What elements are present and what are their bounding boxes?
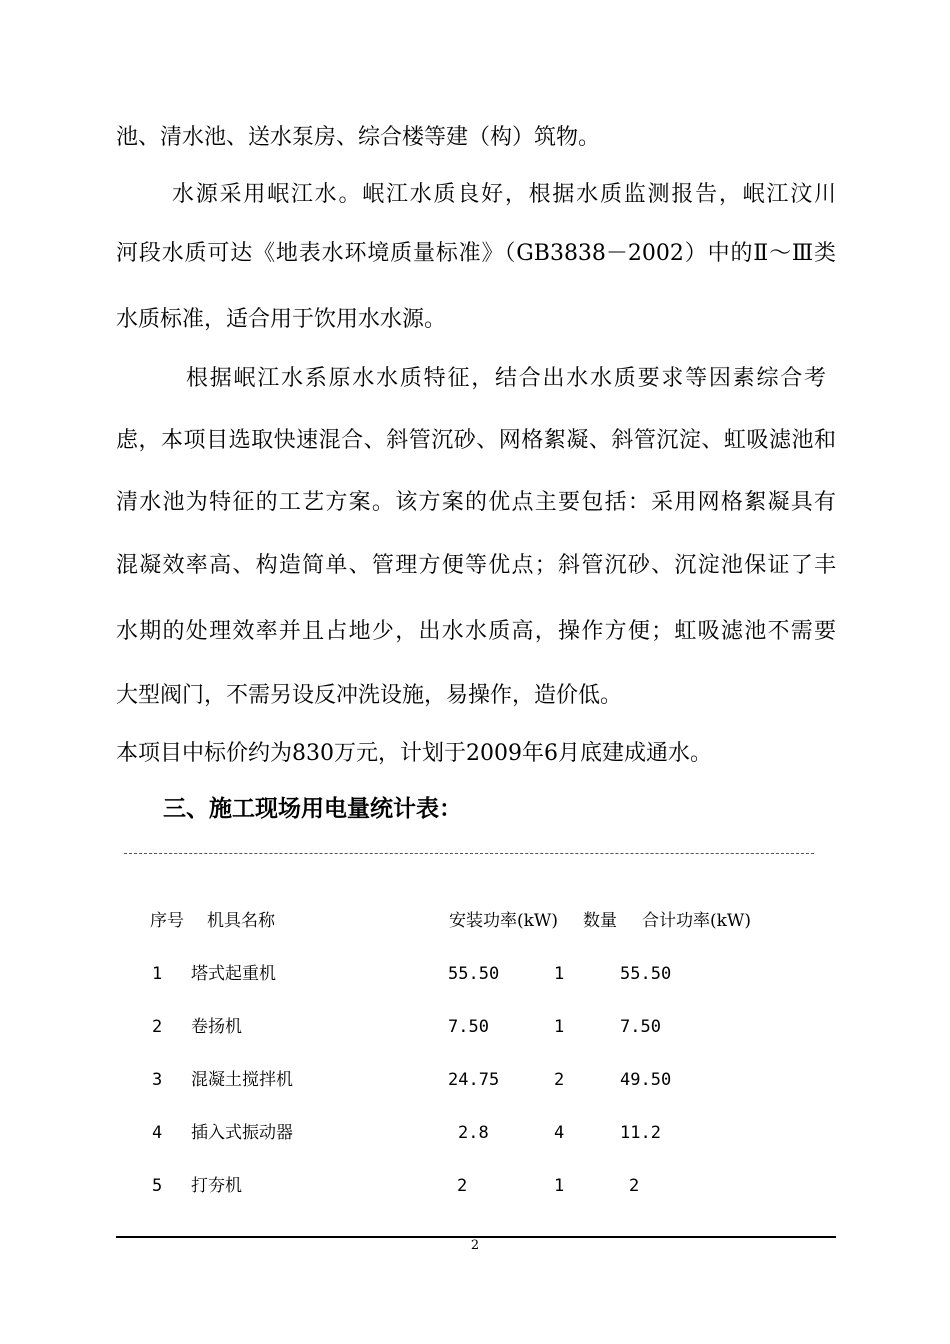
row-total: 2 <box>629 1176 640 1196</box>
row-power: 2.8 <box>458 1123 489 1143</box>
row-index: 5 <box>152 1176 163 1196</box>
row-power: 7.50 <box>448 1017 489 1037</box>
row-name: 混凝土搅拌机 <box>191 1070 293 1090</box>
paragraph-line: 水期的处理效率并且占地少，出水水质高，操作方便；虹吸滤池不需要 <box>116 619 836 644</box>
section-heading: 三、施工现场用电量统计表： <box>163 795 462 822</box>
paragraph-line: 河段水质可达《地表水环境质量标准》（GB3838－2002）中的Ⅱ～Ⅲ类 <box>116 241 836 266</box>
paragraph-line: 池、清水池、送水泵房、综合楼等建（构）筑物。 <box>116 125 601 150</box>
row-total: 11.2 <box>620 1123 661 1143</box>
row-name: 插入式振动器 <box>191 1123 293 1143</box>
row-power: 55.50 <box>448 964 500 984</box>
paragraph-line: 大型阀门，不需另设反冲洗设施，易操作，造价低。 <box>116 683 623 708</box>
row-power: 2 <box>457 1176 468 1196</box>
row-name: 塔式起重机 <box>191 964 276 984</box>
row-total: 55.50 <box>620 964 672 984</box>
paragraph-line: 本项目中标价约为830万元，计划于2009年6月底建成通水。 <box>116 741 712 766</box>
row-total: 49.50 <box>620 1070 672 1090</box>
row-name: 打夯机 <box>191 1176 242 1196</box>
row-qty: 2 <box>554 1070 565 1090</box>
header-power: 安装功率(kW) <box>449 911 559 931</box>
row-name: 卷扬机 <box>191 1017 242 1037</box>
header-total: 合计功率(kW) <box>642 911 752 931</box>
paragraph-line: 根据岷江水系原水水质特征，结合出水水质要求等因素综合考 <box>186 366 826 391</box>
row-index: 1 <box>152 964 163 984</box>
row-index: 4 <box>152 1123 163 1143</box>
row-total: 7.50 <box>620 1017 661 1037</box>
row-qty: 4 <box>554 1123 565 1143</box>
row-qty: 1 <box>554 964 565 984</box>
dashed-divider <box>124 853 814 854</box>
header-index: 序号 <box>150 911 184 931</box>
paragraph-line: 清水池为特征的工艺方案。该方案的优点主要包括：采用网格絮凝具有 <box>116 490 836 515</box>
paragraph-line: 水质标准，适合用于饮用水水源。 <box>116 307 447 332</box>
row-power: 24.75 <box>448 1070 500 1090</box>
row-qty: 1 <box>554 1017 565 1037</box>
row-index: 2 <box>152 1017 163 1037</box>
paragraph-line: 混凝效率高、构造简单、管理方便等优点；斜管沉砂、沉淀池保证了丰 <box>116 553 836 578</box>
header-qty: 数量 <box>583 911 617 931</box>
page-number: 2 <box>470 1238 480 1253</box>
row-qty: 1 <box>554 1176 565 1196</box>
row-index: 3 <box>152 1070 163 1090</box>
paragraph-line: 虑，本项目选取快速混合、斜管沉砂、网格絮凝、斜管沉淀、虹吸滤池和 <box>116 428 836 453</box>
paragraph-line: 水源采用岷江水。岷江水质良好，根据水质监测报告，岷江汶川 <box>172 182 836 207</box>
header-name: 机具名称 <box>207 911 275 931</box>
